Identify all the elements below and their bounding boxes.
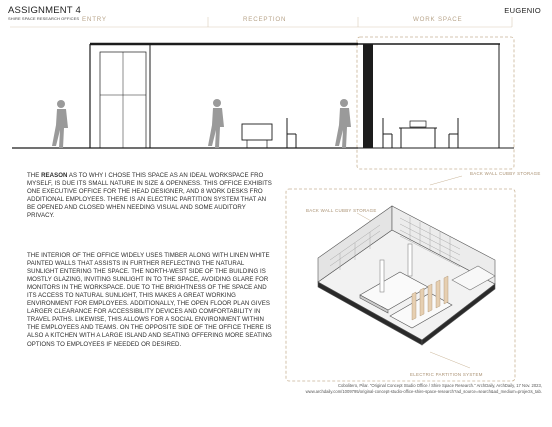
callout-back-wall-cubby: BACK WALL CUBBY STORAGE xyxy=(306,208,377,213)
author-name: EUGENIO xyxy=(504,6,541,15)
zone-label-entry: ENTRY xyxy=(82,16,107,23)
zone-label-workspace: WORK SPACE xyxy=(413,16,463,23)
column xyxy=(363,44,373,148)
chair xyxy=(449,118,458,148)
building-section xyxy=(12,44,514,148)
callout-electric-partition: ELECTRIC PARTITION SYSTEM xyxy=(410,372,483,377)
reception-desk xyxy=(242,124,272,140)
reason-paragraph: THE REASON AS TO WHY I CHOSE THIS SPACE AS AN IDEAL WORKSPACE FRO MYSELF, IS DUE ITS SMALL NATURE IN SIZE & OPENNESS. THIS OFFICE EXHIBITS ONE EXECUTIVE OFFICE FOR THE HEAD DESIGNER, AND 8 WORK DESKS FRO ADDITIONAL EMPLOYEES. THERE IS AN ELECTRIC PARTITION SYSTEM THAT AN BE OPENED AND CLOSED WHEN NEEDING VISUAL AND SOME AUDITORY PRIVACY. xyxy=(27,172,272,220)
citation-line: Cobolitero, Pilar. "Original Concept Studio Office / Shire Space Research." ArchDaily, ArchDaily, 17 Nov. 2023, xyxy=(338,383,542,388)
callout-leader xyxy=(430,176,462,185)
chair xyxy=(287,118,296,148)
human-figure xyxy=(335,99,351,148)
interior-paragraph: THE INTERIOR OF THE OFFICE WIDELY USES TIMBER ALONG WITH LINEN WHITE PAINTED WALLS THAT ASSISTS IN FURTHER REFLECTING THE NATURAL SUNLIGHT ENTERING THE SPACE. THE NORTH-WEST SIDE OF THE BUILDING IS MOSTLY GLAZING, INVITING SUNLIGHT IN TO THE SPACE, AVOIDING GLARE FOR MONITORS IN THE WORKSPACE. DUE TO THE BRIGHTNESS OF THE SPACE AND ITS ACCESS TO NATURAL SUNLIGHT, THIS MAKES A GREAT WORKING ENVIRONMENT FOR EMPLOYEES. ADDITIONALLY, THE OPEN FLOOR PLAN GIVES LARGER CLEARANCE FOR ACCESSIBILITY DEVICES AND COMFORTABILITY IN TRAVEL PATHS. LIKEWISE, THIS ALLOWS FOR A SOCIAL ENVIRONMENT WITHIN THE EMPLOYEES AND TEAMS. ON THE OPPOSITE SIDE OF THE OFFICE THERE IS ALSO A KITCHEN WITH A LARGE ISLAND AND SEATING OFFERING MORE SEATING OPTIONS TO EMPLOYEES IF NEEDED OR DESIRED. xyxy=(27,252,272,348)
callout-back-wall-cubby: BACK WALL CUBBY STORAGE xyxy=(470,171,541,176)
chair xyxy=(383,118,392,148)
page-subtitle: SHIRE SPACE RESEARCH OFFICES xyxy=(8,16,80,21)
zone-label-reception: RECEPTION xyxy=(243,16,287,23)
human-figure xyxy=(208,99,224,148)
reason-keyword: REASON xyxy=(41,172,68,179)
human-figure xyxy=(52,100,68,148)
citation xyxy=(297,383,542,394)
workspace-highlight xyxy=(357,37,514,169)
citation-link[interactable]: www.archdaily.com/1009795/original-concept-studio-office-shire-space-research?ad_source=search&ad_medium=projects_tab. xyxy=(305,388,542,394)
page-title: ASSIGNMENT 4 xyxy=(8,5,81,16)
axonometric-drawing xyxy=(318,206,495,345)
work-desk xyxy=(399,121,437,148)
callout-leader xyxy=(430,352,470,368)
